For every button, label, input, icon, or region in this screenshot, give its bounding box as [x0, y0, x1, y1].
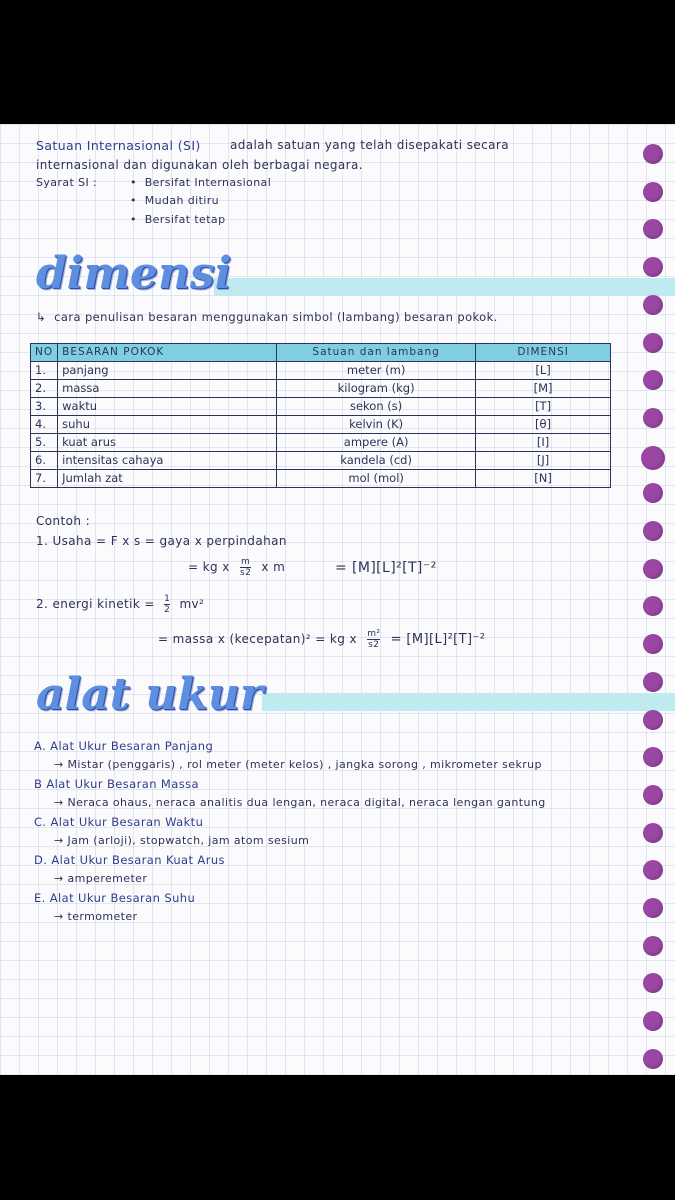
syarat-item: • Mudah ditiru	[130, 194, 220, 207]
binder-ring-dot	[643, 182, 663, 202]
contoh-label: Contoh :	[36, 514, 91, 528]
cell-dimensi: [θ]	[476, 416, 611, 434]
example-2-line-2: = massa x (kecepatan)² = kg x $\frac{\text{m²}}{s2}$ = [M][L]²[T]⁻²	[158, 629, 486, 650]
table-row	[31, 362, 611, 380]
cell-no: 2.	[31, 380, 58, 398]
binder-ring-dot	[643, 1049, 663, 1069]
cell-besaran: suhu	[58, 416, 277, 434]
arrow-icon: →	[54, 872, 68, 885]
syarat-label: Syarat SI :	[36, 176, 98, 189]
cell-besaran: Jumlah zat	[58, 470, 277, 488]
binder-ring-dot	[641, 446, 665, 470]
alat-item-title: D. Alat Ukur Besaran Kuat Arus	[34, 853, 225, 867]
cell-satuan: kandela (cd)	[277, 452, 476, 470]
table-row	[31, 380, 611, 398]
cell-no: 6.	[31, 452, 58, 470]
fraction: $\frac{\text{m²}}{s2}$	[367, 629, 381, 650]
binder-ring-dot	[643, 333, 663, 353]
cell-besaran: kuat arus	[58, 434, 277, 452]
cell-satuan: mol (mol)	[277, 470, 476, 488]
table-row	[31, 470, 611, 488]
binder-ring-dot	[643, 257, 663, 277]
syarat-item: • Bersifat Internasional	[130, 176, 272, 189]
cell-besaran: massa	[58, 380, 277, 398]
col-header-satuan: Satuan dan lambang	[277, 344, 476, 362]
alat-item-title: E. Alat Ukur Besaran Suhu	[34, 891, 196, 905]
table-header-row	[31, 344, 611, 362]
alat-item-desc: → Jam (arloji), stopwatch, jam atom sesium	[54, 834, 310, 847]
binder-ring-dot	[643, 973, 663, 993]
fraction: $\frac{1}{2}$	[164, 594, 171, 615]
binder-ring-dot	[643, 634, 663, 654]
example-1-line-1: 1. Usaha = F x s = gaya x perpindahan	[36, 534, 287, 548]
example-1-result: = [M][L]²[T]⁻²	[335, 560, 437, 576]
table-row	[31, 452, 611, 470]
binder-ring-dot	[643, 370, 663, 390]
dimensi-table	[30, 343, 611, 488]
cell-satuan: sekon (s)	[277, 398, 476, 416]
cell-besaran: waktu	[58, 398, 277, 416]
table-row	[31, 398, 611, 416]
syarat-item: • Bersifat tetap	[130, 213, 226, 226]
binder-ring-dot	[643, 596, 663, 616]
binder-ring-dot	[643, 219, 663, 239]
dimensi-subtitle: ↳ cara penulisan besaran menggunakan simbol (lambang) besaran pokok.	[36, 310, 498, 324]
cell-satuan: ampere (A)	[277, 434, 476, 452]
alat-item-desc: → amperemeter	[54, 872, 148, 885]
alat-item-desc: → termometer	[54, 910, 138, 923]
binder-ring-dot	[643, 1011, 663, 1031]
col-header-no: NO	[31, 344, 58, 362]
cell-no: 1.	[31, 362, 58, 380]
cell-no: 5.	[31, 434, 58, 452]
cell-dimensi: [J]	[476, 452, 611, 470]
notebook-page	[0, 124, 675, 1075]
binder-ring-dot	[643, 710, 663, 730]
binder-ring-dot	[643, 144, 663, 164]
binder-ring-dot	[643, 747, 663, 767]
binder-ring-dot	[643, 559, 663, 579]
si-definition-text-2: internasional dan digunakan oleh berbagai negara.	[36, 158, 363, 172]
cell-no: 3.	[31, 398, 58, 416]
example-2-line-1: 2. energi kinetik = $\frac{1}{2}$ mv²	[36, 594, 205, 615]
heading-highlight	[214, 278, 675, 296]
cell-satuan: kelvin (K)	[277, 416, 476, 434]
binder-ring-dot	[643, 936, 663, 956]
binder-ring-dot	[643, 898, 663, 918]
arrow-icon: →	[54, 834, 68, 847]
col-header-dimensi: DIMENSI	[476, 344, 611, 362]
arrow-icon: →	[54, 910, 68, 923]
cell-besaran: panjang	[58, 362, 277, 380]
cell-dimensi: [M]	[476, 380, 611, 398]
cell-besaran: intensitas cahaya	[58, 452, 277, 470]
alat-item-desc: → Neraca ohaus, neraca analitis dua lengan, neraca digital, neraca lengan gantung	[54, 796, 546, 809]
arrow-icon: →	[54, 758, 68, 771]
binder-ring-dot	[643, 860, 663, 880]
cell-dimensi: [L]	[476, 362, 611, 380]
cell-no: 7.	[31, 470, 58, 488]
binder-ring-dot	[643, 672, 663, 692]
cell-no: 4.	[31, 416, 58, 434]
arrow-icon: →	[54, 796, 68, 809]
binder-ring-dot	[643, 785, 663, 805]
cell-satuan: meter (m)	[277, 362, 476, 380]
alat-item-title: B Alat Ukur Besaran Massa	[34, 777, 199, 791]
cell-dimensi: [T]	[476, 398, 611, 416]
binder-ring-dot	[643, 521, 663, 541]
binder-ring-dot	[643, 823, 663, 843]
binder-ring-dot	[643, 408, 663, 428]
si-definition-text: adalah satuan yang telah disepakati secara	[230, 138, 509, 152]
si-definition-term: Satuan Internasional (SI)	[36, 138, 201, 153]
fraction: $\frac{m}{s2}$	[239, 557, 252, 578]
cell-dimensi: [I]	[476, 434, 611, 452]
dimensi-heading: dimensi	[36, 248, 232, 299]
alat-item-title: C. Alat Ukur Besaran Waktu	[34, 815, 204, 829]
table-row	[31, 434, 611, 452]
alat-item-desc: → Mistar (penggaris) , rol meter (meter kelos) , jangka sorong , mikrometer sekrup	[54, 758, 542, 771]
cell-satuan: kilogram (kg)	[277, 380, 476, 398]
cell-dimensi: [N]	[476, 470, 611, 488]
binder-ring-dot	[643, 295, 663, 315]
heading-highlight	[262, 693, 675, 711]
table-row	[31, 416, 611, 434]
alat-item-title: A. Alat Ukur Besaran Panjang	[34, 739, 214, 753]
binder-ring-dot	[643, 483, 663, 503]
alat-ukur-heading: alat ukur	[36, 669, 264, 720]
example-1-line-2: = kg x $\frac{m}{s2}$ x m	[188, 557, 286, 578]
col-header-besaran: BESARAN POKOK	[58, 344, 277, 362]
